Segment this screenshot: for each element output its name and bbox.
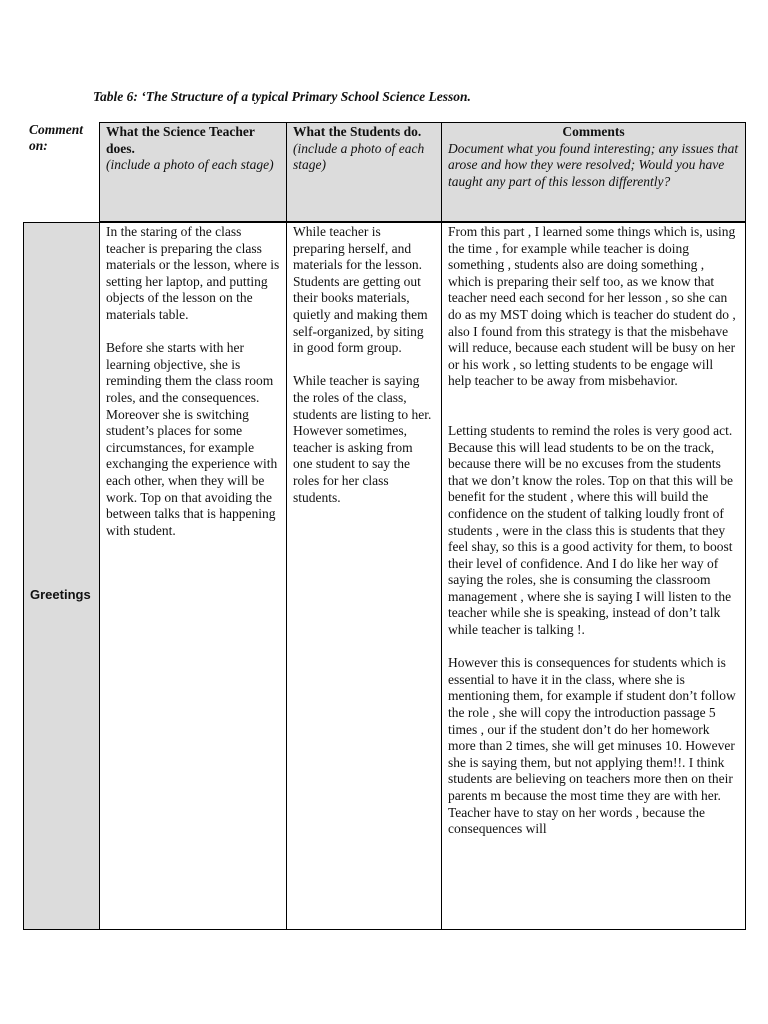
comments-paragraph: Letting students to remind the roles is very good act. Because this will lead students to be on the track, because there will be no excuses from the students that we don’t know the roles. Top on that this will be benefit for the student , where this will build the confidence on the student of talking loudly front of students , were in the class this is students that they feel shay, so this is a good activity for them, to boost their level of confidence. And I do like her way of saying the roles, she is consuming the classroom management , where she is saying I will listen to the teacher while she is speaking, instead of don’t talk while teacher is talking !. <box>448 422 734 638</box>
stage-cell <box>23 222 100 930</box>
comments-paragraph: From this part , I learned some things which is, using the time , for example while teacher is doing something , students also are doing something , which is preparing their self too, as we know that teacher need each second for her lesson , so she can do as my MST doing which is teacher do student do , also I found from this strategy is that the misbehave will reduce, because each student will be busy on her or his work , so letting students to be engage will help teacher to be away from misbehavior. <box>448 224 736 389</box>
header-comments <box>441 122 746 222</box>
header-teacher <box>99 122 287 222</box>
header-comments-title: Comments <box>562 124 625 139</box>
header-teacher-note: (include a photo of each stage) <box>106 157 274 173</box>
header-comments-note: Document what you found interesting; any issues that arose and how they were resolved; Would you have taught any part of this lesson differently? <box>448 140 739 189</box>
comment-on-label: Comment on: <box>29 122 84 153</box>
teacher-paragraph: In the staring of the class teacher is preparing the class materials or the lesson, where is setting her laptop, and putting objects of the lesson on the materials table. <box>106 224 280 322</box>
teacher-cell <box>99 222 287 930</box>
teacher-paragraph: Before she starts with her learning objective, she is reminding them the class room roles, and the consequences. Moreover she is switching student’s places for some circumstances, for example exchanging the experience with each other, when they will be work. Top on that avoiding the between talks that is happening with student. <box>106 340 278 538</box>
students-paragraph: While teacher is saying the roles of the class, students are listing to her. However sometimes, teacher is asking from one student to say the roles for her class students. <box>293 373 432 505</box>
comments-paragraph: However this is consequences for students which is essential to have it in the class, where she is mentioning them, for example if student don’t follow the role , she will copy the introduction passage 5 times , our if the student don’t do her homework more than 2 times, she will get minuses 10. However she is saying them, but not applying them!!. I think students are believing on teachers more then on their parents m because the most time they are with her. Teacher have to stay on her words , because the consequences will <box>448 655 736 837</box>
header-students-title: What the Students do. <box>293 124 422 139</box>
students-cell <box>286 222 442 930</box>
header-students-note: (include a photo of each stage) <box>293 140 425 173</box>
table-caption: Table 6: ‘The Structure of a typical Primary School Science Lesson. <box>93 89 471 104</box>
comments-cell <box>441 222 746 930</box>
stage-label: Greetings <box>30 586 91 602</box>
header-teacher-title: What the Science Teacher does. <box>106 124 255 156</box>
students-paragraph: While teacher is preparing herself, and materials for the lesson. Students are getting out their books materials, quietly and making them self-organized, by siting in good form group. <box>293 224 428 356</box>
header-students <box>286 122 442 222</box>
